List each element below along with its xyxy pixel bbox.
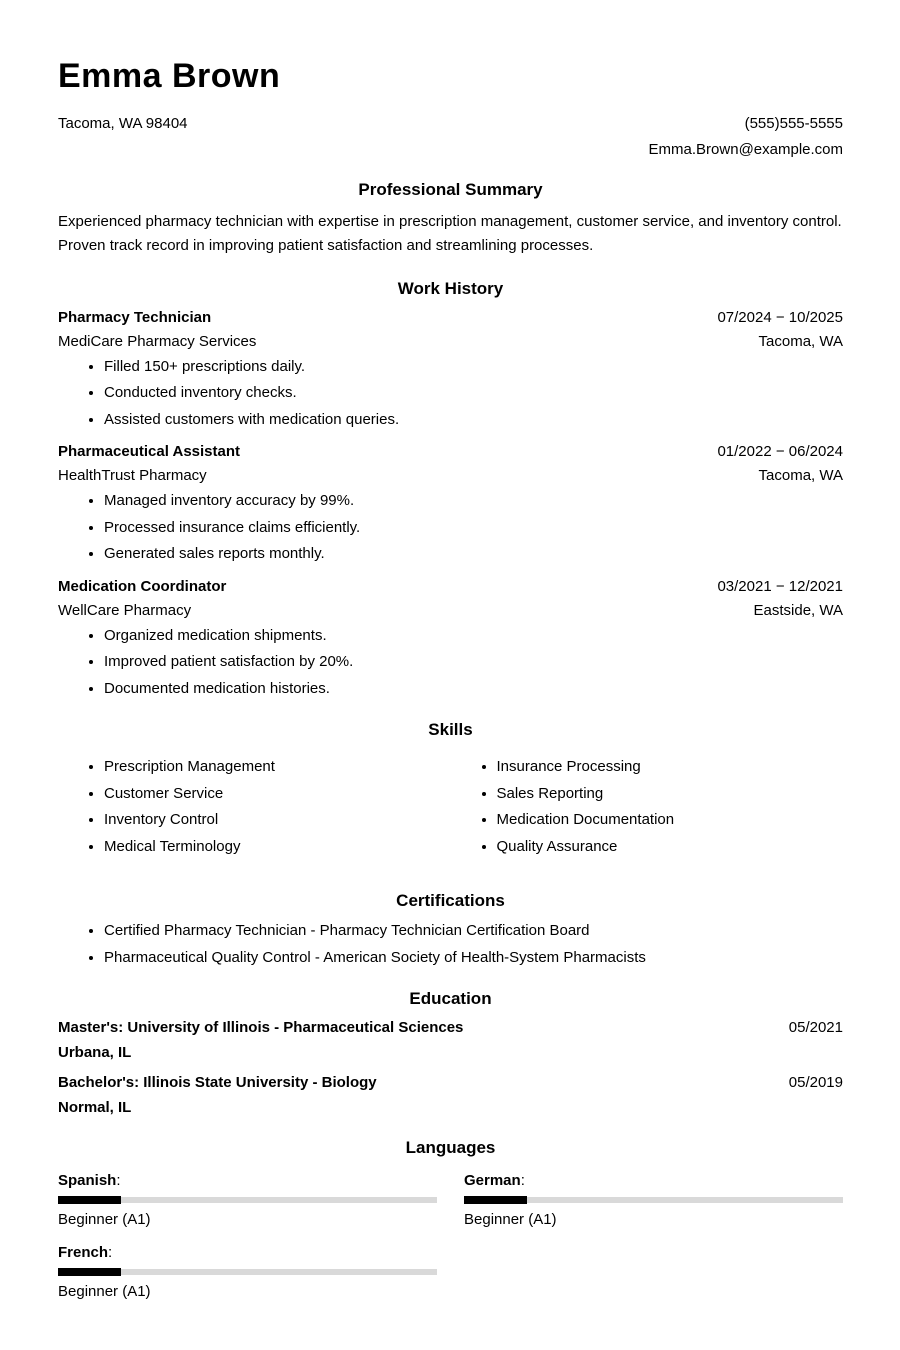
job-bullet: • Organized medication shipments.	[104, 626, 843, 646]
education-entry	[58, 1019, 843, 1061]
section-title-certifications: Certifications	[396, 891, 505, 911]
job-bullets	[58, 491, 843, 564]
job-title: Pharmaceutical Assistant	[58, 443, 241, 461]
language-item	[58, 1172, 437, 1228]
skills-list-left	[58, 757, 451, 863]
job-bullets	[58, 626, 843, 699]
certification-item: • Certified Pharmacy Technician - Pharmacy Technician Certification Board	[104, 921, 843, 941]
job-company: HealthTrust Pharmacy	[58, 467, 207, 485]
language-name: French	[58, 1244, 109, 1262]
language-colon: :	[520, 1172, 525, 1190]
language-proficiency-fill	[58, 1196, 121, 1204]
languages-grid	[58, 1172, 843, 1316]
skill-item: • Sales Reporting	[497, 784, 844, 804]
education-location: Urbana, IL	[58, 1044, 132, 1062]
contact-row	[58, 115, 843, 132]
language-name: Spanish	[58, 1172, 117, 1190]
skill-item: • Insurance Processing	[497, 757, 844, 777]
language-proficiency-fill	[464, 1196, 527, 1204]
language-label	[464, 1172, 843, 1189]
job-company: MediCare Pharmacy Services	[58, 332, 257, 350]
language-colon: :	[116, 1172, 121, 1190]
job-subheader	[58, 333, 843, 350]
language-proficiency-fill	[58, 1268, 121, 1276]
skill-item: • Medical Terminology	[104, 837, 451, 857]
language-colon: :	[108, 1244, 113, 1262]
job-dates: 01/2022 − 06/2024	[717, 443, 843, 461]
education-date: 05/2019	[788, 1074, 843, 1092]
job-header	[58, 443, 843, 460]
section-title-summary: Professional Summary	[358, 180, 543, 200]
summary-text: Experienced pharmacy technician with expertise in prescription management, customer service, and inventory control. Proven track record in improving patient satisfaction and streamlining processes.	[58, 213, 842, 254]
job-header	[58, 309, 843, 326]
skill-item: • Quality Assurance	[497, 837, 844, 857]
language-item	[58, 1244, 437, 1300]
person-name: Emma Brown	[58, 57, 281, 95]
work-history-entry	[58, 443, 843, 564]
education-degree: Master's: University of Illinois - Pharmaceutical Sciences	[58, 1019, 464, 1037]
job-bullet: • Managed inventory accuracy by 99%.	[104, 491, 843, 511]
section-title-work-history: Work History	[397, 278, 504, 298]
job-subheader	[58, 467, 843, 484]
job-bullet: • Filled 150+ prescriptions daily.	[104, 357, 843, 377]
education-header	[58, 1019, 843, 1036]
language-label	[58, 1172, 437, 1189]
skill-item: • Prescription Management	[104, 757, 451, 777]
job-bullet: • Conducted inventory checks.	[104, 383, 843, 403]
job-title: Medication Coordinator	[58, 577, 227, 595]
work-history-entry	[58, 309, 843, 430]
skill-item: • Customer Service	[104, 784, 451, 804]
education-header	[58, 1074, 843, 1091]
job-location: Tacoma, WA	[758, 467, 843, 485]
language-level: Beginner (A1)	[58, 1283, 151, 1301]
education-entry	[58, 1074, 843, 1116]
job-location: Eastside, WA	[753, 601, 843, 619]
certification-item: • Pharmaceutical Quality Control - American Society of Health-System Pharmacists	[104, 948, 843, 968]
work-history-list	[58, 309, 843, 699]
skills-columns	[58, 750, 843, 869]
work-history-entry	[58, 578, 843, 699]
job-header	[58, 578, 843, 595]
education-date: 05/2021	[788, 1019, 843, 1037]
section-title-languages: Languages	[405, 1138, 496, 1158]
skills-list-right	[451, 757, 844, 863]
language-level: Beginner (A1)	[58, 1211, 151, 1229]
job-company: WellCare Pharmacy	[58, 601, 192, 619]
education-degree: Bachelor's: Illinois State University - Biology	[58, 1074, 377, 1092]
certifications-list	[58, 921, 843, 967]
job-dates: 07/2024 − 10/2025	[717, 308, 843, 326]
skill-item: • Inventory Control	[104, 810, 451, 830]
education-location: Normal, IL	[58, 1099, 132, 1117]
job-dates: 03/2021 − 12/2021	[717, 577, 843, 595]
language-label	[58, 1244, 437, 1261]
language-name: German	[464, 1172, 521, 1190]
job-bullet: • Assisted customers with medication queries.	[104, 410, 843, 430]
contact-phone: (555)555-5555	[744, 115, 843, 133]
job-bullet: • Generated sales reports monthly.	[104, 544, 843, 564]
job-subheader	[58, 602, 843, 619]
language-level: Beginner (A1)	[464, 1211, 557, 1229]
contact-location: Tacoma, WA 98404	[58, 115, 188, 133]
language-proficiency-bar	[58, 1197, 437, 1203]
section-title-education: Education	[409, 989, 492, 1009]
job-location: Tacoma, WA	[758, 332, 843, 350]
job-bullet: • Processed insurance claims efficiently.	[104, 518, 843, 538]
job-title: Pharmacy Technician	[58, 308, 212, 326]
job-bullet: • Documented medication histories.	[104, 679, 843, 699]
contact-email: Emma.Brown@example.com	[648, 141, 843, 159]
section-title-skills: Skills	[428, 720, 473, 740]
language-proficiency-bar	[58, 1269, 437, 1275]
language-item	[464, 1172, 843, 1228]
education-list	[58, 1019, 843, 1116]
job-bullet: • Improved patient satisfaction by 20%.	[104, 652, 843, 672]
language-proficiency-bar	[464, 1197, 843, 1203]
skill-item: • Medication Documentation	[497, 810, 844, 830]
job-bullets	[58, 357, 843, 430]
